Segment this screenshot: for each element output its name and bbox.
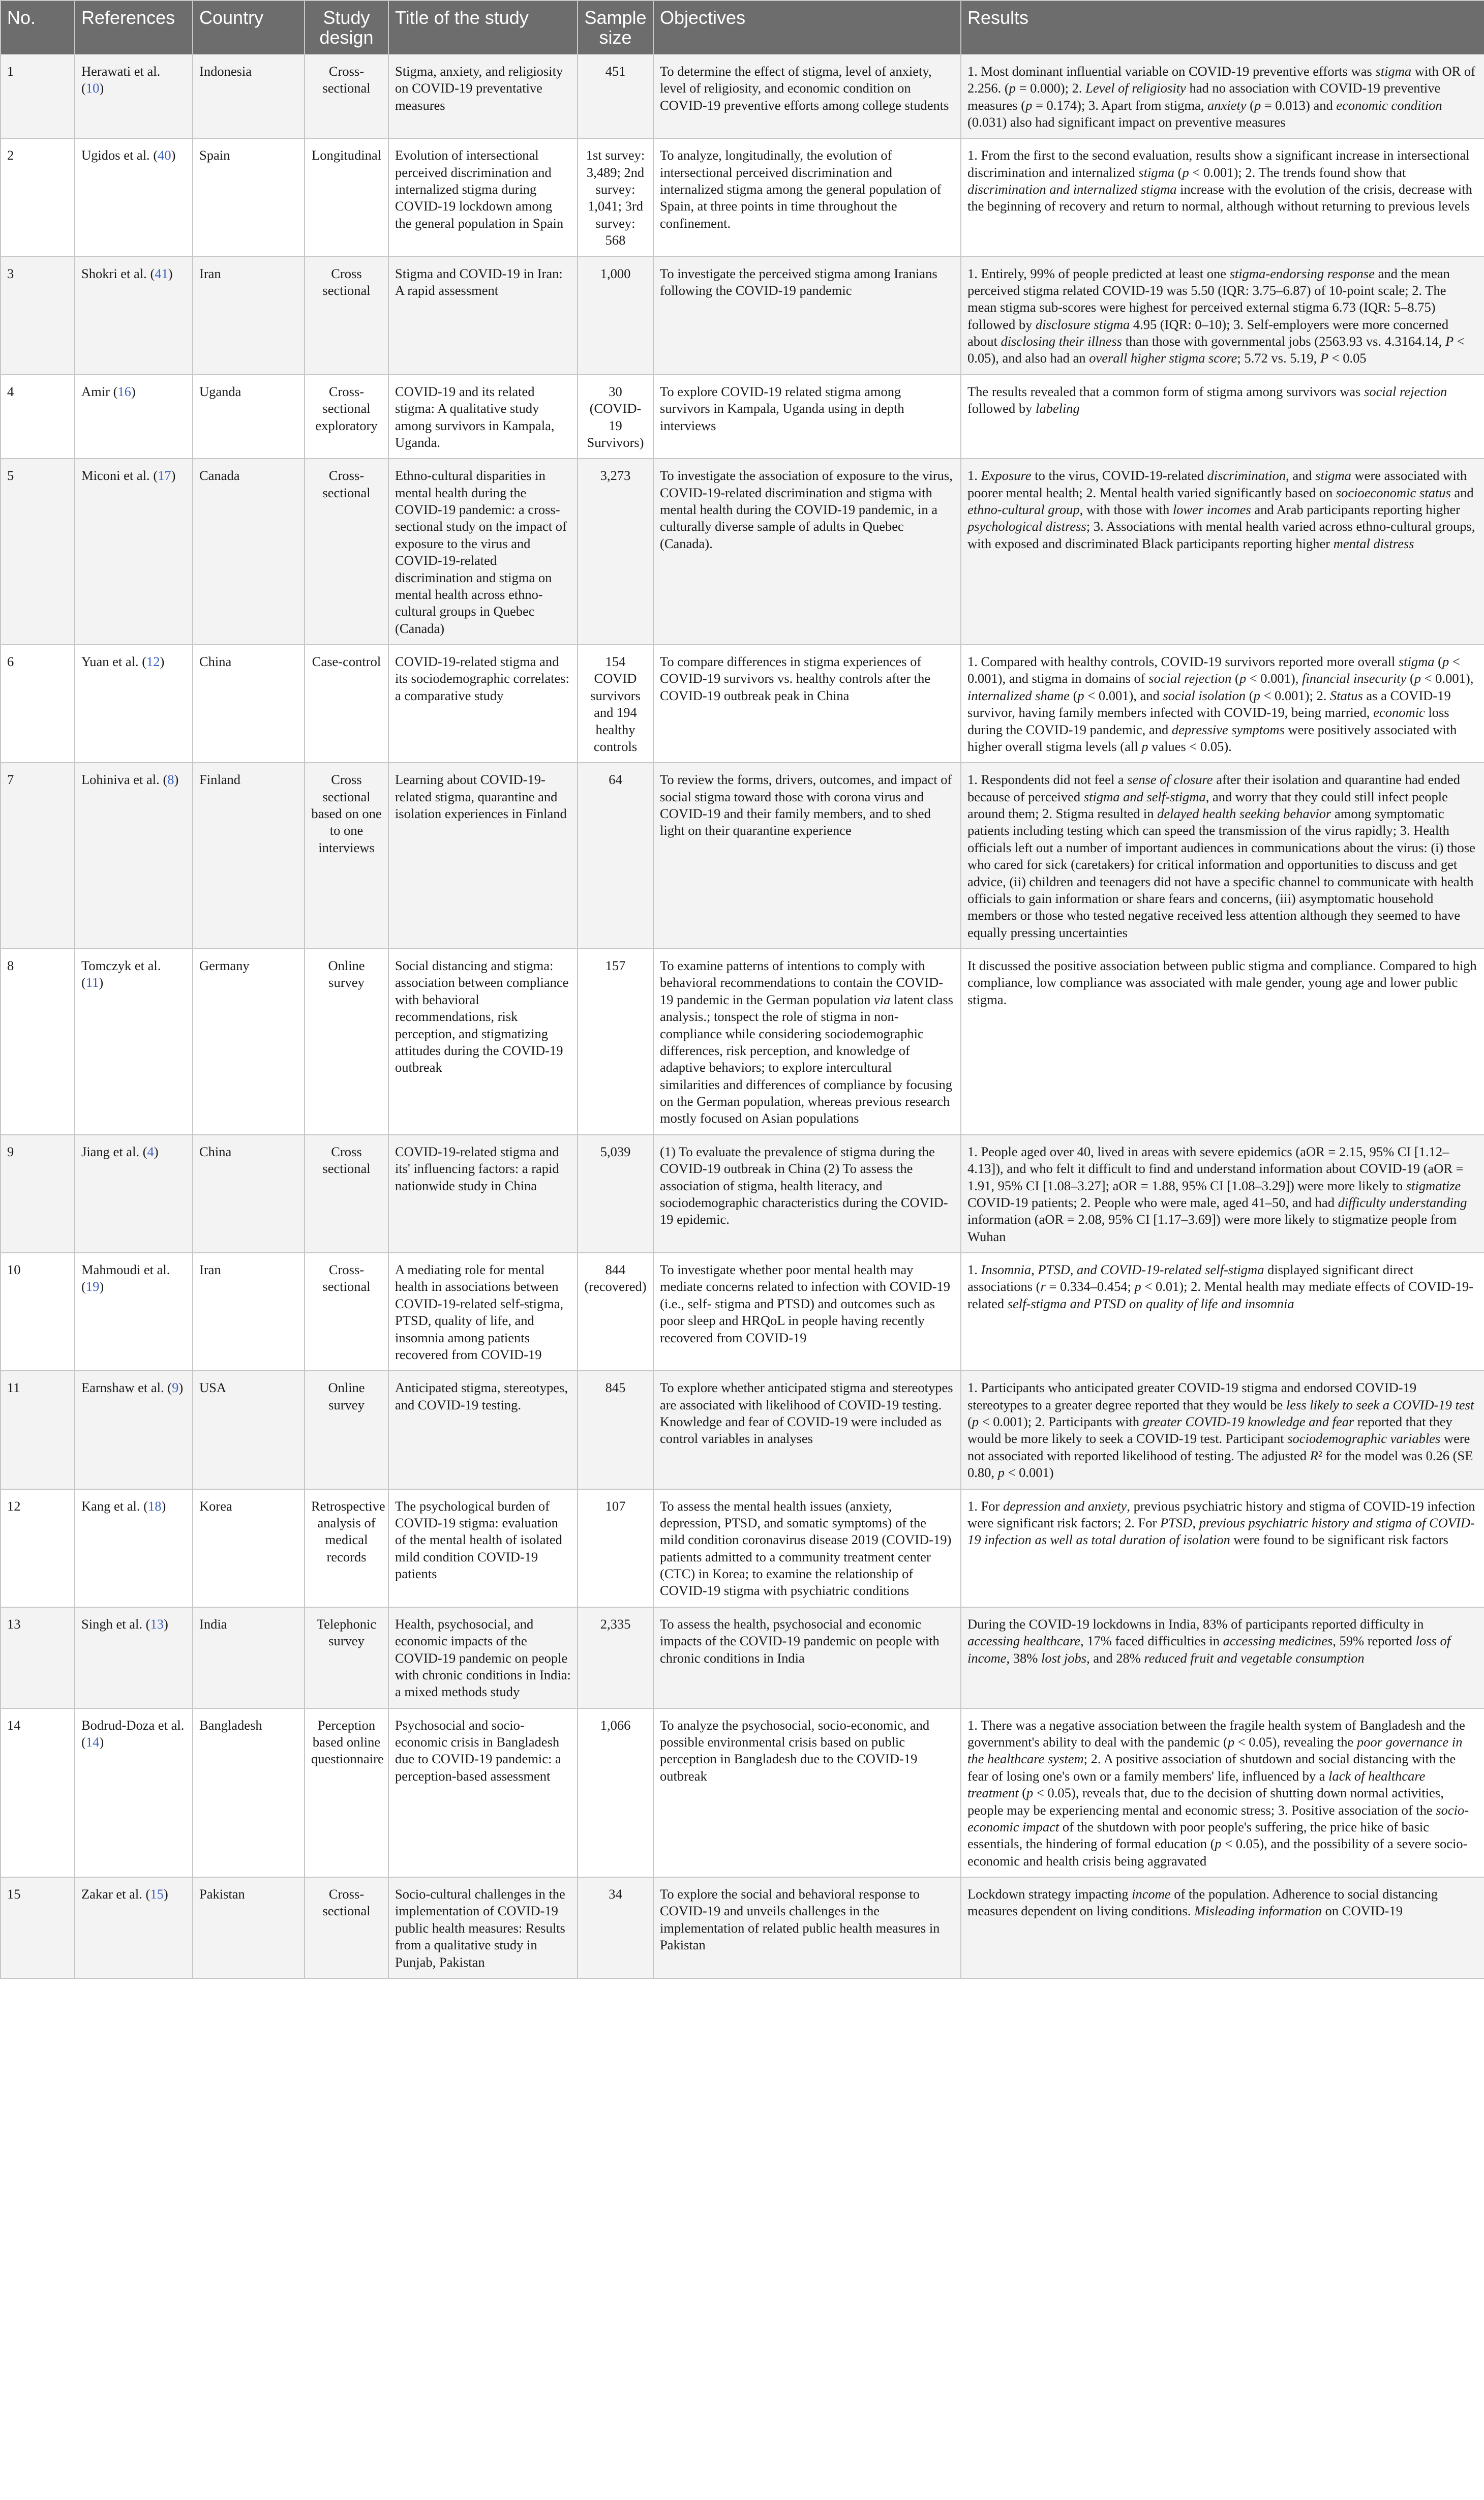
- reference-number-link[interactable]: 15: [150, 1886, 164, 1902]
- cell-reference: Bodrud-Doza et al. (14): [75, 1708, 193, 1877]
- cell-sample-size: 844 (recovered): [578, 1253, 653, 1371]
- cell-sample-size: 34: [578, 1877, 653, 1978]
- table-row: [1, 1607, 1484, 1708]
- cell-reference: Zakar et al. (15): [75, 1877, 193, 1978]
- cell-title: Anticipated stigma, stereotypes, and COVID-19 testing.: [388, 1371, 578, 1489]
- cell-reference: Jiang et al. (4): [75, 1135, 193, 1253]
- cell-country: USA: [193, 1371, 305, 1489]
- cell-objectives: To review the forms, drivers, outcomes, and impact of social stigma toward those with corona virus and COVID-19 and their family members, and to shed light on their quarantine experience: [653, 763, 961, 949]
- reference-name: Kang et al.: [81, 1498, 140, 1514]
- cell-title: COVID-19 and its related stigma: A qualitative study among survivors in Kampala, Uganda.: [388, 375, 578, 459]
- cell-objectives: (1) To evaluate the prevalence of stigma during the COVID-19 outbreak in China (2) To assess the association of stigma, health literacy, and sociodemographic characteristics during the COVID-19 epidemic.: [653, 1135, 961, 1253]
- cell-title: The psychological burden of COVID-19 stigma: evaluation of the mental health of isolated mild condition COVID-19 patients: [388, 1489, 578, 1607]
- table-row: [1, 645, 1484, 763]
- cell-title: Psychosocial and socio-economic crisis in Bangladesh due to COVID-19 pandemic: a perception-based assessment: [388, 1708, 578, 1877]
- header-no: No.: [1, 1, 75, 54]
- cell-sample-size: 1,066: [578, 1708, 653, 1877]
- cell-title: Evolution of intersectional perceived discrimination and internalized stigma during COVID-19 lockdown among the general population in Spain: [388, 138, 578, 256]
- cell-results: 1. Respondents did not feel a sense of closure after their isolation and quarantine had ended because of perceived stigma and self-stigma, and worry that they could still infect people around them; 2. Stigma resulted in delayed health seeking behavior among symptomatic patients including testing which can speed the transmission of the virus rapidly; 3. Health officials left out a number of important audiences in communications about the virus: (i) those who cared for sick (caretakers) for critical information and opportunities to discuss and get advice, (ii) children and teenagers did not have a specific channel to communicate with health officials to gain information or share fears and concerns, (iii) asymptomatic household members or those who tested negative received less attention although they seemed to have equally pressing uncertainties: [961, 763, 1484, 949]
- reference-name: Tomczyk et al.: [81, 958, 161, 973]
- header-title: Title of the study: [388, 1, 578, 54]
- reference-name: Earnshaw et al.: [81, 1380, 164, 1396]
- cell-results: 1. There was a negative association between the fragile health system of Bangladesh and the government's ability to deal with the pandemic (p < 0.05), revealing the poor governance in the healthcare system; 2. A positive association of shutdown and social distancing with the fear of losing one's own or a family members' life, influenced by a lack of healthcare treatment (p < 0.05), reveals that, due to the decision of shutting down normal activities, people may be experiencing mental and economic stress; 3. Positive association of the socio-economic impact of the shutdown with poor people's suffering, the price hike of basic essentials, the hindering of formal education (p < 0.05), and the possibility of a severe socio-economic and health crisis being aggravated: [961, 1708, 1484, 1877]
- reference-number-link[interactable]: 4: [147, 1143, 154, 1159]
- cell-sample-size: 451: [578, 54, 653, 139]
- cell-results: It discussed the positive association between public stigma and compliance. Compared to high compliance, low compliance was associated with male gender, young age and lower public stigma.: [961, 949, 1484, 1135]
- reference-name: Bodrud-Doza et al.: [81, 1717, 185, 1733]
- cell-title: Ethno-cultural disparities in mental health during the COVID-19 pandemic: a cross-sectional study on the impact of exposure to the virus and COVID-19-related discrimination and stigma on mental health across ethno-cultural groups in Quebec (Canada): [388, 459, 578, 645]
- cell-sample-size: 30 (COVID-19 Survivors): [578, 375, 653, 459]
- cell-no: 10: [1, 1253, 75, 1371]
- cell-objectives: To investigate the perceived stigma among Iranians following the COVID-19 pandemic: [653, 257, 961, 375]
- cell-results: 1. Insomnia, PTSD, and COVID-19-related self-stigma displayed significant direct associations (r = 0.334–0.454; p < 0.01); 2. Mental health may mediate effects of COVID-19-related self-stigma and PTSD on quality of life and insomnia: [961, 1253, 1484, 1371]
- reference-number-link[interactable]: 14: [85, 1734, 100, 1750]
- reference-number-link[interactable]: 12: [146, 654, 160, 669]
- cell-no: 15: [1, 1877, 75, 1978]
- reference-number-link[interactable]: 41: [155, 265, 168, 281]
- cell-title: Social distancing and stigma: association between compliance with behavioral recommendations, risk perception, and stigmatizing attitudes during the COVID-19 outbreak: [388, 949, 578, 1135]
- table-row: [1, 54, 1484, 139]
- cell-study-design: Cross sectional: [305, 1135, 388, 1253]
- reference-number-link[interactable]: 19: [85, 1279, 100, 1294]
- reference-number-link[interactable]: 8: [167, 772, 174, 788]
- cell-reference: Tomczyk et al. (11): [75, 949, 193, 1135]
- cell-results: 1. Compared with healthy controls, COVID-19 survivors reported more overall stigma (p < 0.001), and stigma in domains of social rejection (p < 0.001), financial insecurity (p < 0.001), internalized shame (p < 0.001), and social isolation (p < 0.001); 2. Status as a COVID-19 survivor, having family members infected with COVID-19, being married, economic loss during the COVID-19 pandemic, and depressive symptoms were positively associated with higher overall stigma levels (all p values < 0.05).: [961, 645, 1484, 763]
- table-row: [1, 1708, 1484, 1877]
- reference-number-link[interactable]: 17: [158, 468, 171, 484]
- cell-objectives: To analyze the psychosocial, socio-economic, and possible environmental crisis based on public perception in Bangladesh due to the COVID-19 outbreak: [653, 1708, 961, 1877]
- cell-objectives: To assess the health, psychosocial and economic impacts of the COVID-19 pandemic on people with chronic conditions in India: [653, 1607, 961, 1708]
- reference-name: Singh et al.: [81, 1616, 142, 1632]
- cell-country: Iran: [193, 1253, 305, 1371]
- cell-no: 11: [1, 1371, 75, 1489]
- reference-name: Miconi et al.: [81, 468, 150, 484]
- reference-number-link[interactable]: 18: [147, 1498, 162, 1514]
- cell-sample-size: 3,273: [578, 459, 653, 645]
- header-references: References: [75, 1, 193, 54]
- cell-results: 1. For depression and anxiety, previous psychiatric history and stigma of COVID-19 infection were significant risk factors; 2. For PTSD, previous psychiatric history and stigma of COVID-19 infection as well as total duration of isolation were found to be significant risk factors: [961, 1489, 1484, 1607]
- cell-study-design: Retrospective analysis of medical records: [305, 1489, 388, 1607]
- table-row: [1, 1135, 1484, 1253]
- cell-study-design: Cross-sectional: [305, 459, 388, 645]
- cell-sample-size: 64: [578, 763, 653, 949]
- cell-title: A mediating role for mental health in associations between COVID-19-related self-stigma, PTSD, quality of life, and insomnia among patients recovered from COVID-19: [388, 1253, 578, 1371]
- cell-no: 7: [1, 763, 75, 949]
- table-header: [1, 1, 1484, 54]
- reference-name: Herawati et al.: [81, 63, 161, 79]
- cell-country: China: [193, 1135, 305, 1253]
- header-sample-size: Sample size: [578, 1, 653, 54]
- cell-no: 2: [1, 138, 75, 256]
- header-objectives: Objectives: [653, 1, 961, 54]
- cell-results: 1. From the first to the second evaluation, results show a significant increase in intersectional discrimination and internalized stigma (p < 0.001); 2. The trends found show that discrimination and internalized stigma increase with the evolution of the crisis, decrease with the beginning of recovery and return to normal, although without returning to previous levels: [961, 138, 1484, 256]
- reference-number-link[interactable]: 9: [172, 1380, 179, 1396]
- cell-reference: Earnshaw et al. (9): [75, 1371, 193, 1489]
- cell-objectives: To explore COVID-19 related stigma among survivors in Kampala, Uganda using in depth interviews: [653, 375, 961, 459]
- table-row: [1, 375, 1484, 459]
- cell-no: 6: [1, 645, 75, 763]
- table-row: [1, 459, 1484, 645]
- table-row: [1, 763, 1484, 949]
- table-row: [1, 1371, 1484, 1489]
- cell-results: 1. Exposure to the virus, COVID-19-related discrimination, and stigma were associated with poorer mental health; 2. Mental health varied significantly based on socioeconomic status and ethno-cultural group, with those with lower incomes and Arab participants reporting higher psychological distress; 3. Associations with mental health varied across ethno-cultural groups, with exposed and discriminated Black participants reporting higher mental distress: [961, 459, 1484, 645]
- cell-sample-size: 107: [578, 1489, 653, 1607]
- cell-results: 1. People aged over 40, lived in areas with severe epidemics (aOR = 2.15, 95% CI [1.12–4.13]), and who felt it difficult to find and understand information about COVID-19 (aOR = 1.91, 95% CI [1.08–3.27]; aOR = 1.88, 95% CI [1.08–3.29]) were more likely to stigmatize COVID-19 patients; 2. People who were male, aged 41–50, and had difficulty understanding information (aOR = 2.08, 95% CI [1.17–3.69]) were more likely to stigmatize people from Wuhan: [961, 1135, 1484, 1253]
- cell-study-design: Perception based online questionnaire: [305, 1708, 388, 1877]
- table-body: [1, 54, 1484, 1978]
- cell-study-design: Case-control: [305, 645, 388, 763]
- cell-title: Health, psychosocial, and economic impacts of the COVID-19 pandemic on people with chronic conditions in India: a mixed methods study: [388, 1607, 578, 1708]
- cell-sample-size: 1,000: [578, 257, 653, 375]
- cell-reference: Ugidos et al. (40): [75, 138, 193, 256]
- cell-country: Bangladesh: [193, 1708, 305, 1877]
- cell-reference: Herawati et al. (10): [75, 54, 193, 139]
- cell-country: Uganda: [193, 375, 305, 459]
- cell-objectives: To investigate the association of exposure to the virus, COVID-19-related discrimination and stigma with mental health during the COVID-19 pandemic, in a culturally diverse sample of adults in Quebec (Canada).: [653, 459, 961, 645]
- cell-results: The results revealed that a common form of stigma among survivors was social rejection followed by labeling: [961, 375, 1484, 459]
- cell-sample-size: 2,335: [578, 1607, 653, 1708]
- cell-reference: Singh et al. (13): [75, 1607, 193, 1708]
- reference-name: Jiang et al.: [81, 1143, 140, 1159]
- cell-no: 1: [1, 54, 75, 139]
- reference-name: Lohiniva et al.: [81, 772, 160, 788]
- cell-country: Canada: [193, 459, 305, 645]
- cell-no: 8: [1, 949, 75, 1135]
- header-country: Country: [193, 1, 305, 54]
- cell-results: 1. Entirely, 99% of people predicted at least one stigma-endorsing response and the mean perceived stigma related COVID-19 was 5.50 (IQR: 3.75–6.87) of 10-point scale; 2. The mean stigma sub-scores were highest for perceived external stigma 6.73 (IQR: 5–8.75) followed by disclosure stigma 4.95 (IQR: 0–10); 3. Self-employers were more concerned about disclosing their illness than those with governmental jobs (2563.93 vs. 4.3164.14, P < 0.05), and also had an overall higher stigma score; 5.72 vs. 5.19, P < 0.05: [961, 257, 1484, 375]
- cell-study-design: Cross-sectional: [305, 1877, 388, 1978]
- cell-study-design: Cross sectional based on one to one interviews: [305, 763, 388, 949]
- reference-name: Mahmoudi et al.: [81, 1262, 170, 1277]
- cell-country: Korea: [193, 1489, 305, 1607]
- cell-country: Pakistan: [193, 1877, 305, 1978]
- header-study-design: Study design: [305, 1, 388, 54]
- reference-number-link[interactable]: 10: [85, 80, 100, 96]
- table-row: [1, 949, 1484, 1135]
- cell-study-design: Cross-sectional exploratory: [305, 375, 388, 459]
- cell-reference: Shokri et al. (41): [75, 257, 193, 375]
- cell-no: 3: [1, 257, 75, 375]
- cell-objectives: To investigate whether poor mental health may mediate concerns related to infection with COVID-19 (i.e., self- stigma and PTSD) and outcomes such as poor sleep and HRQoL in people having recently recovered from COVID-19: [653, 1253, 961, 1371]
- cell-study-design: Online survey: [305, 949, 388, 1135]
- cell-no: 9: [1, 1135, 75, 1253]
- cell-country: Spain: [193, 138, 305, 256]
- reference-name: Ugidos et al.: [81, 147, 150, 163]
- cell-reference: Mahmoudi et al. (19): [75, 1253, 193, 1371]
- cell-country: Germany: [193, 949, 305, 1135]
- cell-country: Finland: [193, 763, 305, 949]
- reference-number-link[interactable]: 11: [85, 975, 99, 990]
- cell-reference: Miconi et al. (17): [75, 459, 193, 645]
- cell-study-design: Cross-sectional: [305, 54, 388, 139]
- cell-sample-size: 5,039: [578, 1135, 653, 1253]
- cell-country: China: [193, 645, 305, 763]
- cell-results: 1. Most dominant influential variable on COVID-19 preventive efforts was stigma with OR of 2.256. (p = 0.000); 2. Level of religiosity had no association with COVID-19 preventive measures (p = 0.174); 3. Apart from stigma, anxiety (p = 0.013) and economic condition (0.031) also had significant impact on preventive measures: [961, 54, 1484, 139]
- table-row: [1, 138, 1484, 256]
- cell-reference: Kang et al. (18): [75, 1489, 193, 1607]
- table-row: [1, 1489, 1484, 1607]
- cell-no: 14: [1, 1708, 75, 1877]
- cell-study-design: Cross-sectional: [305, 1253, 388, 1371]
- cell-objectives: To compare differences in stigma experiences of COVID-19 survivors vs. healthy controls after the COVID-19 outbreak peak in China: [653, 645, 961, 763]
- cell-sample-size: 845: [578, 1371, 653, 1489]
- cell-sample-size: 1st survey: 3,489; 2nd survey: 1,041; 3rd survey: 568: [578, 138, 653, 256]
- cell-no: 5: [1, 459, 75, 645]
- cell-country: Indonesia: [193, 54, 305, 139]
- cell-title: Stigma, anxiety, and religiosity on COVID-19 preventative measures: [388, 54, 578, 139]
- cell-reference: Yuan et al. (12): [75, 645, 193, 763]
- cell-study-design: Telephonic survey: [305, 1607, 388, 1708]
- cell-objectives: To analyze, longitudinally, the evolution of intersectional perceived discrimination and internalized stigma among the general population of Spain, at three points in time throughout the confinement.: [653, 138, 961, 256]
- cell-sample-size: 154 COVID survivors and 194 healthy controls: [578, 645, 653, 763]
- table-row: [1, 1253, 1484, 1371]
- header-results: Results: [961, 1, 1484, 54]
- cell-reference: Lohiniva et al. (8): [75, 763, 193, 949]
- cell-title: COVID-19-related stigma and its sociodemographic correlates: a comparative study: [388, 645, 578, 763]
- cell-title: COVID-19-related stigma and its' influencing factors: a rapid nationwide study in China: [388, 1135, 578, 1253]
- cell-title: Stigma and COVID-19 in Iran: A rapid assessment: [388, 257, 578, 375]
- cell-no: 12: [1, 1489, 75, 1607]
- reference-number-link[interactable]: 40: [158, 147, 171, 163]
- cell-results: Lockdown strategy impacting income of the population. Adherence to social distancing measures dependent on living conditions. Misleading information on COVID-19: [961, 1877, 1484, 1978]
- cell-study-design: Online survey: [305, 1371, 388, 1489]
- cell-results: During the COVID-19 lockdowns in India, 83% of participants reported difficulty in accessing healthcare, 17% faced difficulties in accessing medicines, 59% reported loss of income, 38% lost jobs, and 28% reduced fruit and vegetable consumption: [961, 1607, 1484, 1708]
- cell-title: Socio-cultural challenges in the implementation of COVID-19 public health measures: Results from a qualitative study in Punjab, Pakistan: [388, 1877, 578, 1978]
- cell-objectives: To assess the mental health issues (anxiety, depression, PTSD, and somatic symptoms) of the mild condition coronavirus disease 2019 (COVID-19) patients admitted to a community treatment center (CTC) in Korea; to examine the relationship of COVID-19 stigma with psychiatric conditions: [653, 1489, 961, 1607]
- cell-country: Iran: [193, 257, 305, 375]
- cell-reference: Amir (16): [75, 375, 193, 459]
- cell-no: 13: [1, 1607, 75, 1708]
- cell-objectives: To examine patterns of intentions to comply with behavioral recommendations to contain the COVID-19 pandemic in the German population via latent class analysis.; tonspect the role of stigma in non-compliance while considering sociodemographic differences, risk perception, and knowledge of adaptive behaviors; to explore intercultural similarities and differences of compliance by focusing on the German population, whereas previous research mostly focused on Asian populations: [653, 949, 961, 1135]
- cell-title: Learning about COVID-19-related stigma, quarantine and isolation experiences in Finland: [388, 763, 578, 949]
- table-row: [1, 257, 1484, 375]
- cell-objectives: To explore whether anticipated stigma and stereotypes are associated with likelihood of COVID-19 testing. Knowledge and fear of COVID-19 were included as control variables in analyses: [653, 1371, 961, 1489]
- cell-no: 4: [1, 375, 75, 459]
- cell-study-design: Cross sectional: [305, 257, 388, 375]
- cell-results: 1. Participants who anticipated greater COVID-19 stigma and endorsed COVID-19 stereotypes to a greater degree reported that they would be less likely to seek a COVID-19 test (p < 0.001); 2. Participants with greater COVID-19 knowledge and fear reported that they would be more likely to seek a COVID-19 test. Participant sociodemographic variables were not associated with reported likelihood of testing. The adjusted R² for the model was 0.26 (SE 0.80, p < 0.001): [961, 1371, 1484, 1489]
- reference-number-link[interactable]: 16: [117, 383, 131, 399]
- cell-objectives: To explore the social and behavioral response to COVID-19 and unveils challenges in the implementation of related public health measures in Pakistan: [653, 1877, 961, 1978]
- table-row: [1, 1877, 1484, 1978]
- cell-country: India: [193, 1607, 305, 1708]
- reference-number-link[interactable]: 13: [150, 1616, 164, 1632]
- reference-name: Shokri et al.: [81, 265, 147, 281]
- cell-sample-size: 157: [578, 949, 653, 1135]
- reference-name: Yuan et al.: [81, 654, 139, 669]
- cell-objectives: To determine the effect of stigma, level of anxiety, level of religiosity, and economic condition on COVID-19 preventive efforts among college students: [653, 54, 961, 139]
- cell-study-design: Longitudinal: [305, 138, 388, 256]
- header-row: [1, 1, 1484, 54]
- reference-name: Zakar et al.: [81, 1886, 142, 1902]
- reference-name: Amir: [81, 383, 110, 399]
